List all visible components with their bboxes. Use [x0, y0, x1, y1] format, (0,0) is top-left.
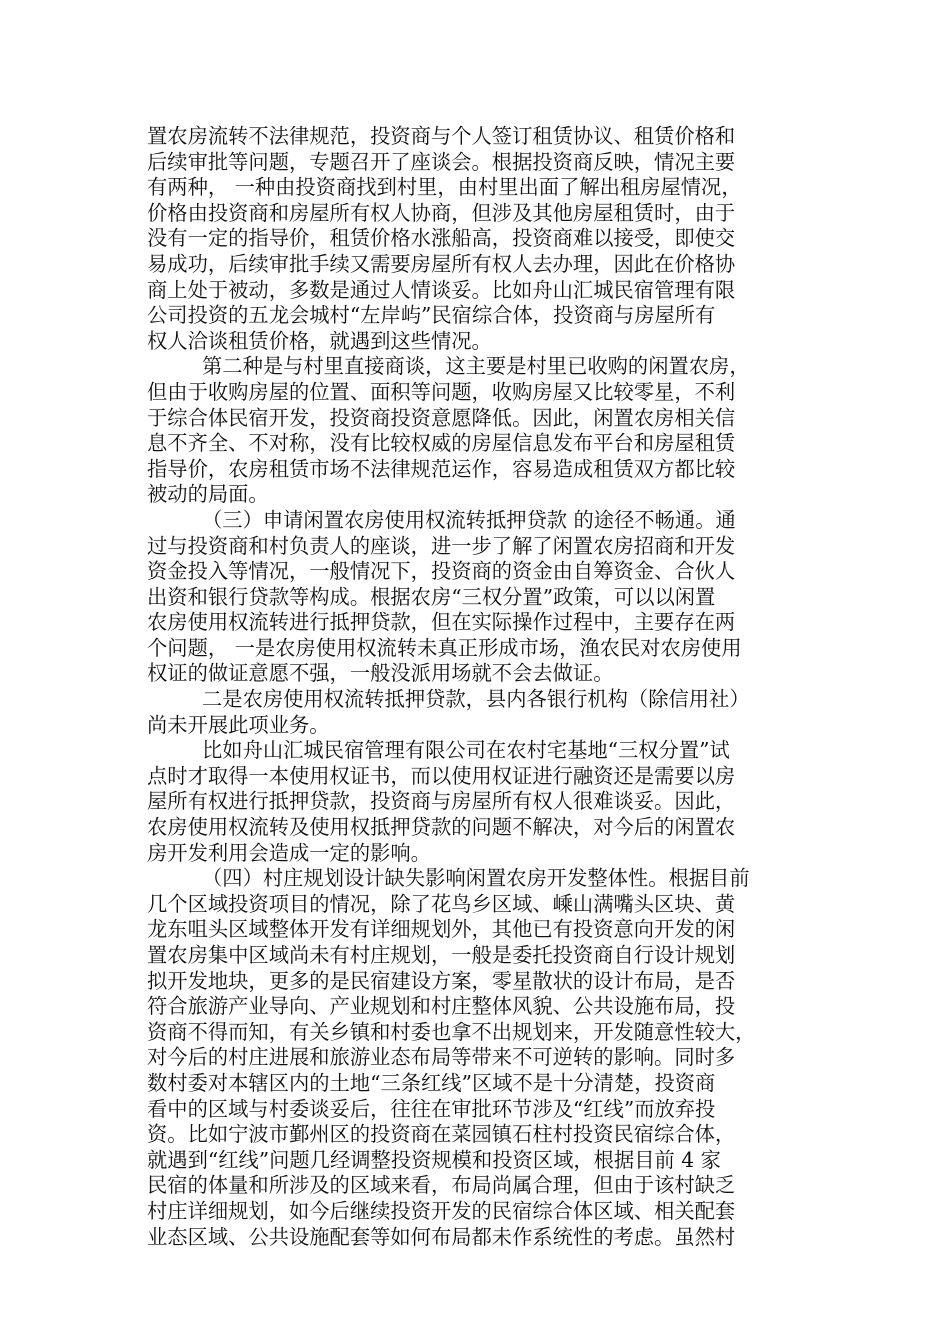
text-line: 资金投入等情况，一般情况下，投资商的资金由自筹资金、合伙人 — [147, 559, 736, 584]
text-line: 置农房集中区域尚未有村庄规划，一般是委托投资商自行设计规划 — [147, 943, 736, 967]
text-line: 但由于收购房屋的位置、面积等问题，收购房屋又比较零星，不利 — [147, 379, 736, 404]
text-line: （四）村庄规划设计缺失影响闲置农房开发整体性。根据目前 — [202, 866, 750, 891]
text-line: 农房使用权流转及使用权抵押贷款的问题不解决，对今后的闲置农 — [147, 815, 736, 840]
text-line: （三）申请闲置农房使用权流转抵押贷款 的途径不畅通。通 — [202, 507, 736, 532]
text-line: 数村委对本辖区内的土地“三条红线”区域不是十分清楚，投资商 — [147, 1070, 716, 1095]
text-line: 看中的区域与村委谈妥后，往往在审批环节涉及“红线”而放弃投 — [147, 1096, 716, 1121]
body-text — [147, 124, 817, 1250]
text-line: 资商不得而知，有关乡镇和村委也拿不出规划来，开发随意性较大， — [147, 1019, 756, 1044]
text-line: 农房使用权流转进行抵押贷款，但在实际操作过程中，主要存在两 — [147, 610, 736, 635]
text-line: 几个区域投资项目的情况，除了花鸟乡区域、嵊山满嘴头区块、黄 — [147, 891, 736, 916]
text-line: 二是农房使用权流转抵押贷款，县内各银行机构（除信用社） — [202, 687, 750, 712]
text-line: 指导价，农房租赁市场不法律规范运作，容易造成租赁双方都比较 — [147, 456, 736, 481]
text-line: 出资和银行贷款等构成。根据农房“三权分置”政策，可以以闲置 — [147, 584, 716, 609]
text-line: 过与投资商和村负责人的座谈，进一步了解了闲置农房招商和开发 — [147, 533, 736, 558]
text-line: 符合旅游产业导向、产业规划和村庄整体风貌、公共设施布局，投 — [147, 994, 736, 1019]
text-line: 拟开发地块，更多的是民宿建设方案，零星散状的设计布局，是否 — [147, 968, 736, 993]
text-line: 权人洽谈租赁价格，就遇到这些情况。 — [147, 328, 492, 353]
text-line: 屋所有权进行抵押贷款，投资商与房屋所有权人很难谈妥。因此， — [147, 789, 736, 814]
text-line: 后续审批等问题，专题召开了座谈会。根据投资商反映，情况主要 — [147, 149, 736, 174]
text-line: 易成功，后续审批手续又需要房屋所有权人去办理，因此在价格协 — [147, 251, 736, 276]
text-line: 价格由投资商和房屋所有权人协商，但涉及其他房屋租赁时，由于 — [147, 200, 736, 225]
text-line: 置农房流转不法律规范，投资商与个人签订租赁协议、租赁价格和 — [147, 124, 736, 148]
text-line: 被动的局面。 — [147, 482, 269, 507]
text-line: 尚未开展此项业务。 — [147, 712, 330, 737]
text-line: 息不齐全、不对称，没有比较权威的房屋信息发布平台和房屋租赁 — [147, 431, 736, 456]
text-line: 民宿的体量和所涉及的区域来看，布局尚属合理，但由于该村缺乏 — [147, 1173, 736, 1198]
text-line: 公司投资的五龙会城村“左岸屿”民宿综合体，投资商与房屋所有 — [147, 303, 716, 328]
text-line: 商上处于被动，多数是通过人情谈妥。比如舟山汇城民宿管理有限 — [147, 277, 736, 302]
text-line: 资。比如宁波市鄞州区的投资商在菜园镇石柱村投资民宿综合体， — [147, 1122, 736, 1147]
text-line: 就遇到“红线”问题几经调整投资规模和投资区域，根据目前 4 家 — [147, 1147, 721, 1172]
text-line: 权证的做证意愿不强，一般没派用场就不会去做证。 — [147, 661, 614, 686]
text-line: 比如舟山汇城民宿管理有限公司在农村宅基地“三权分置”试 — [202, 738, 730, 763]
text-line: 对今后的村庄进展和旅游业态布局等带来不可逆转的影响。同时多 — [147, 1045, 736, 1070]
text-line: 点时才取得一本使用权证书，而以使用权证进行融资还是需要以房 — [147, 763, 736, 788]
text-line: 房开发利用会造成一定的影响。 — [147, 840, 431, 865]
text-line: 龙东咀头区域整体开发有详细规划外，其他已有投资意向开发的闲 — [147, 917, 736, 942]
text-line: 村庄详细规划，如今后继续投资开发的民宿综合体区域、相关配套 — [147, 1198, 736, 1223]
text-line: 有两种， 一种由投资商找到村里，由村里出面了解出租房屋情况， — [147, 175, 742, 200]
text-line: 于综合体民宿开发，投资商投资意愿降低。因此，闲置农房相关信 — [147, 405, 736, 430]
text-line: 第二种是与村里直接商谈，这主要是村里已收购的闲置农房， — [202, 354, 750, 379]
text-line: 业态区域、公共设施配套等如何布局都未作系统性的考虑。虽然村 — [147, 1224, 736, 1249]
text-line: 没有一定的指导价，租赁价格水涨船高，投资商难以接受，即使交 — [147, 226, 736, 251]
text-line: 个问题， 一是农房使用权流转未真正形成市场，渔农民对农房使用 — [147, 635, 742, 660]
